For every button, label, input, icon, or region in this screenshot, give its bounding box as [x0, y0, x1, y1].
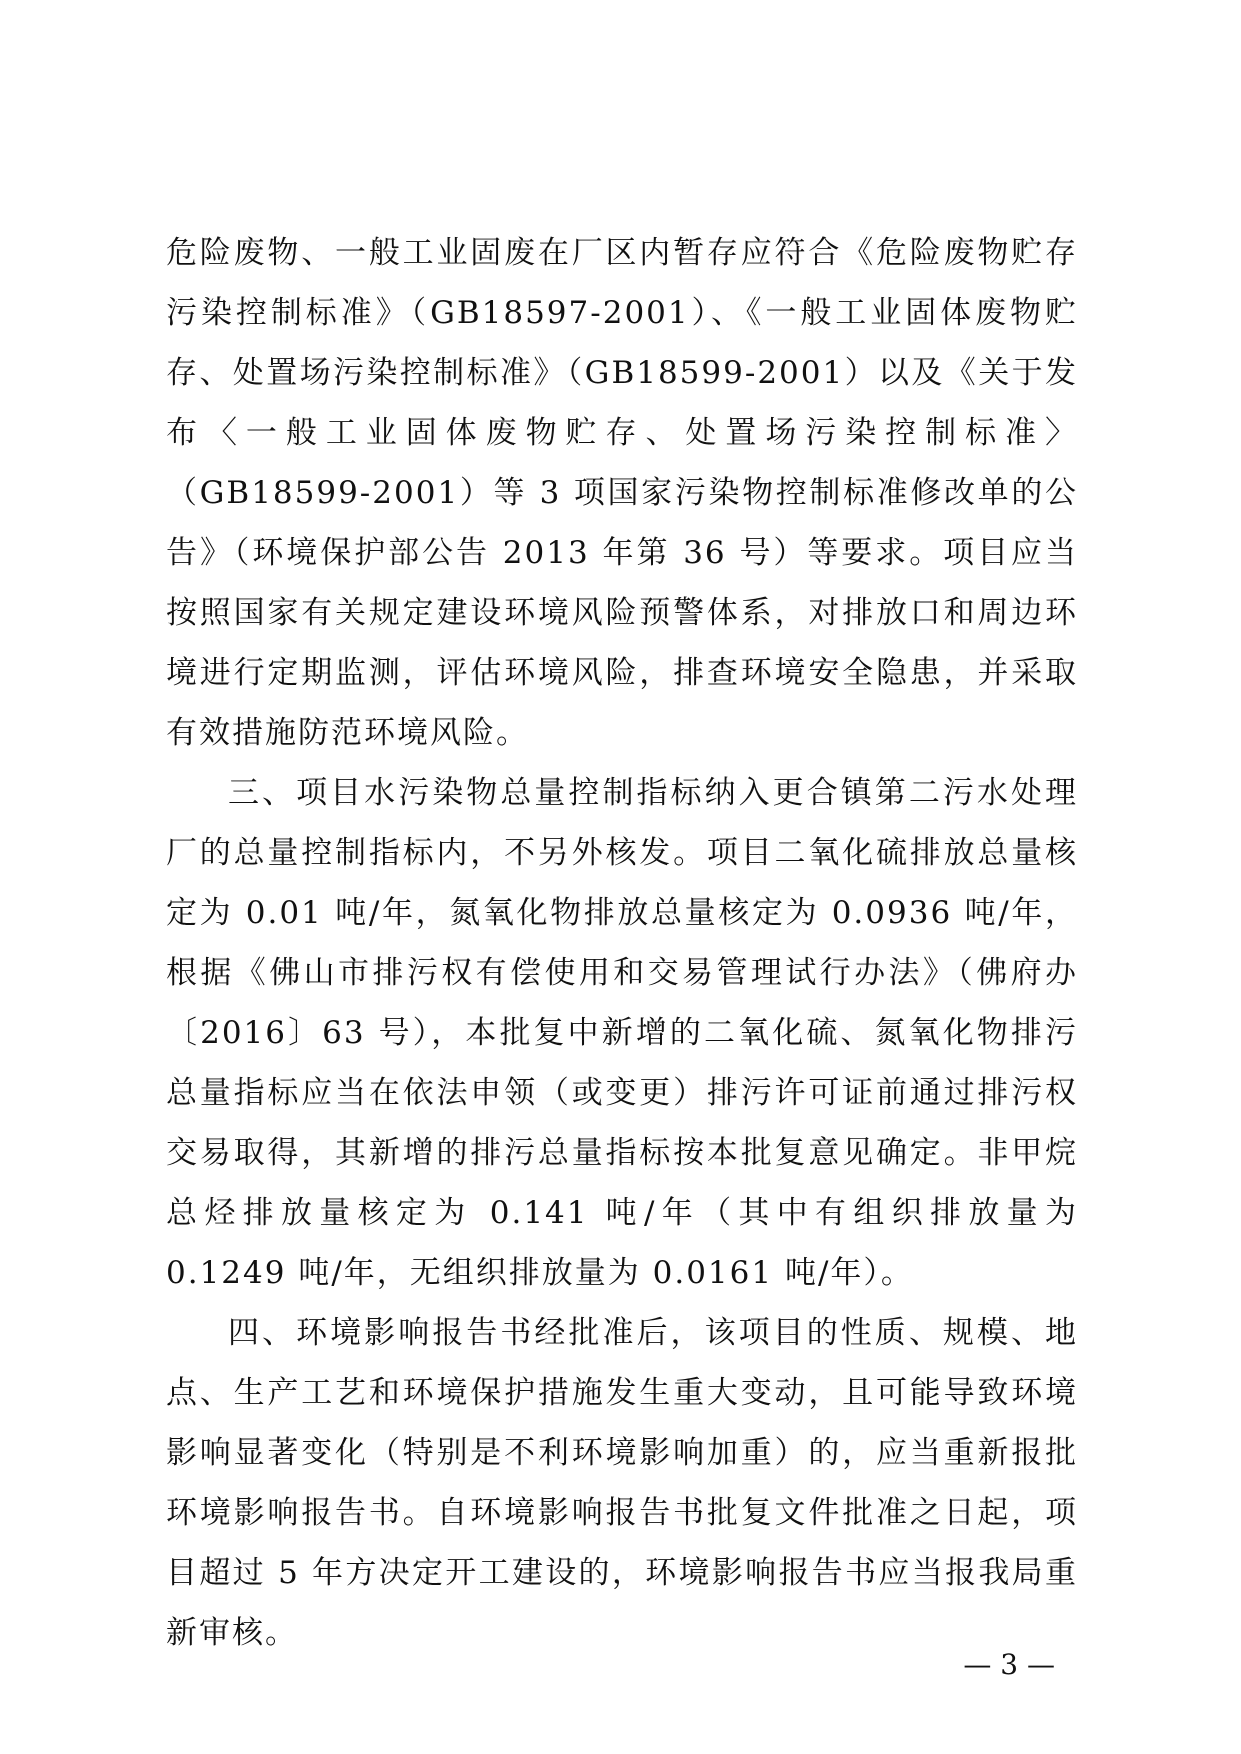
paragraph-hazardous-waste: 危险废物、一般工业固废在厂区内暂存应符合《危险废物贮存污染控制标准》（GB18597-2001）、《一般工业固体废物贮存、处置场污染控制标准》（GB18599-2001）以及《关于发布〈一般工业固体废物贮存、处置场污染控制标准〉（GB18599-2001）等 3 项国家污染物控制标准修改单的公告》（环境保护部公告 2013 年第 36 号）等要求。项目应当按照国家有关规定建设环境风险预警体系，对排放口和周边环境进行定期监测，评估环境风险，排查环境安全隐患，并采取有效措施防范环境风险。	[166, 235, 1078, 751]
paragraph-section-4-reapproval: 四、环境影响报告书经批准后，该项目的性质、规模、地点、生产工艺和环境保护措施发生重大变动，且可能导致环境影响显著变化（特别是不利环境影响加重）的，应当重新报批环境影响报告书。自环境影响报告书批复文件批准之日起，项目超过 5 年方决定开工建设的，环境影响报告书应当报我局重新审核。	[166, 1315, 1078, 1651]
page-number: — 3 —	[963, 1648, 1055, 1681]
paragraph-section-3-pollutant-totals: 三、项目水污染物总量控制指标纳入更合镇第二污水处理厂的总量控制指标内，不另外核发。项目二氧化硫排放总量核定为 0.01 吨/年，氮氧化物排放总量核定为 0.0936 吨/年，根据《佛山市排污权有偿使用和交易管理试行办法》（佛府办〔2016〕63 号），本批复中新增的二氧化硫、氮氧化物排污总量指标应当在依法申领（或变更）排污许可证前通过排污权交易取得，其新增的排污总量指标按本批复意见确定。非甲烷总烃排放量核定为 0.141 吨/年（其中有组织排放量为 0.1249 吨/年，无组织排放量为 0.0161 吨/年）。	[166, 775, 1078, 1291]
document-body	[166, 223, 1078, 1663]
